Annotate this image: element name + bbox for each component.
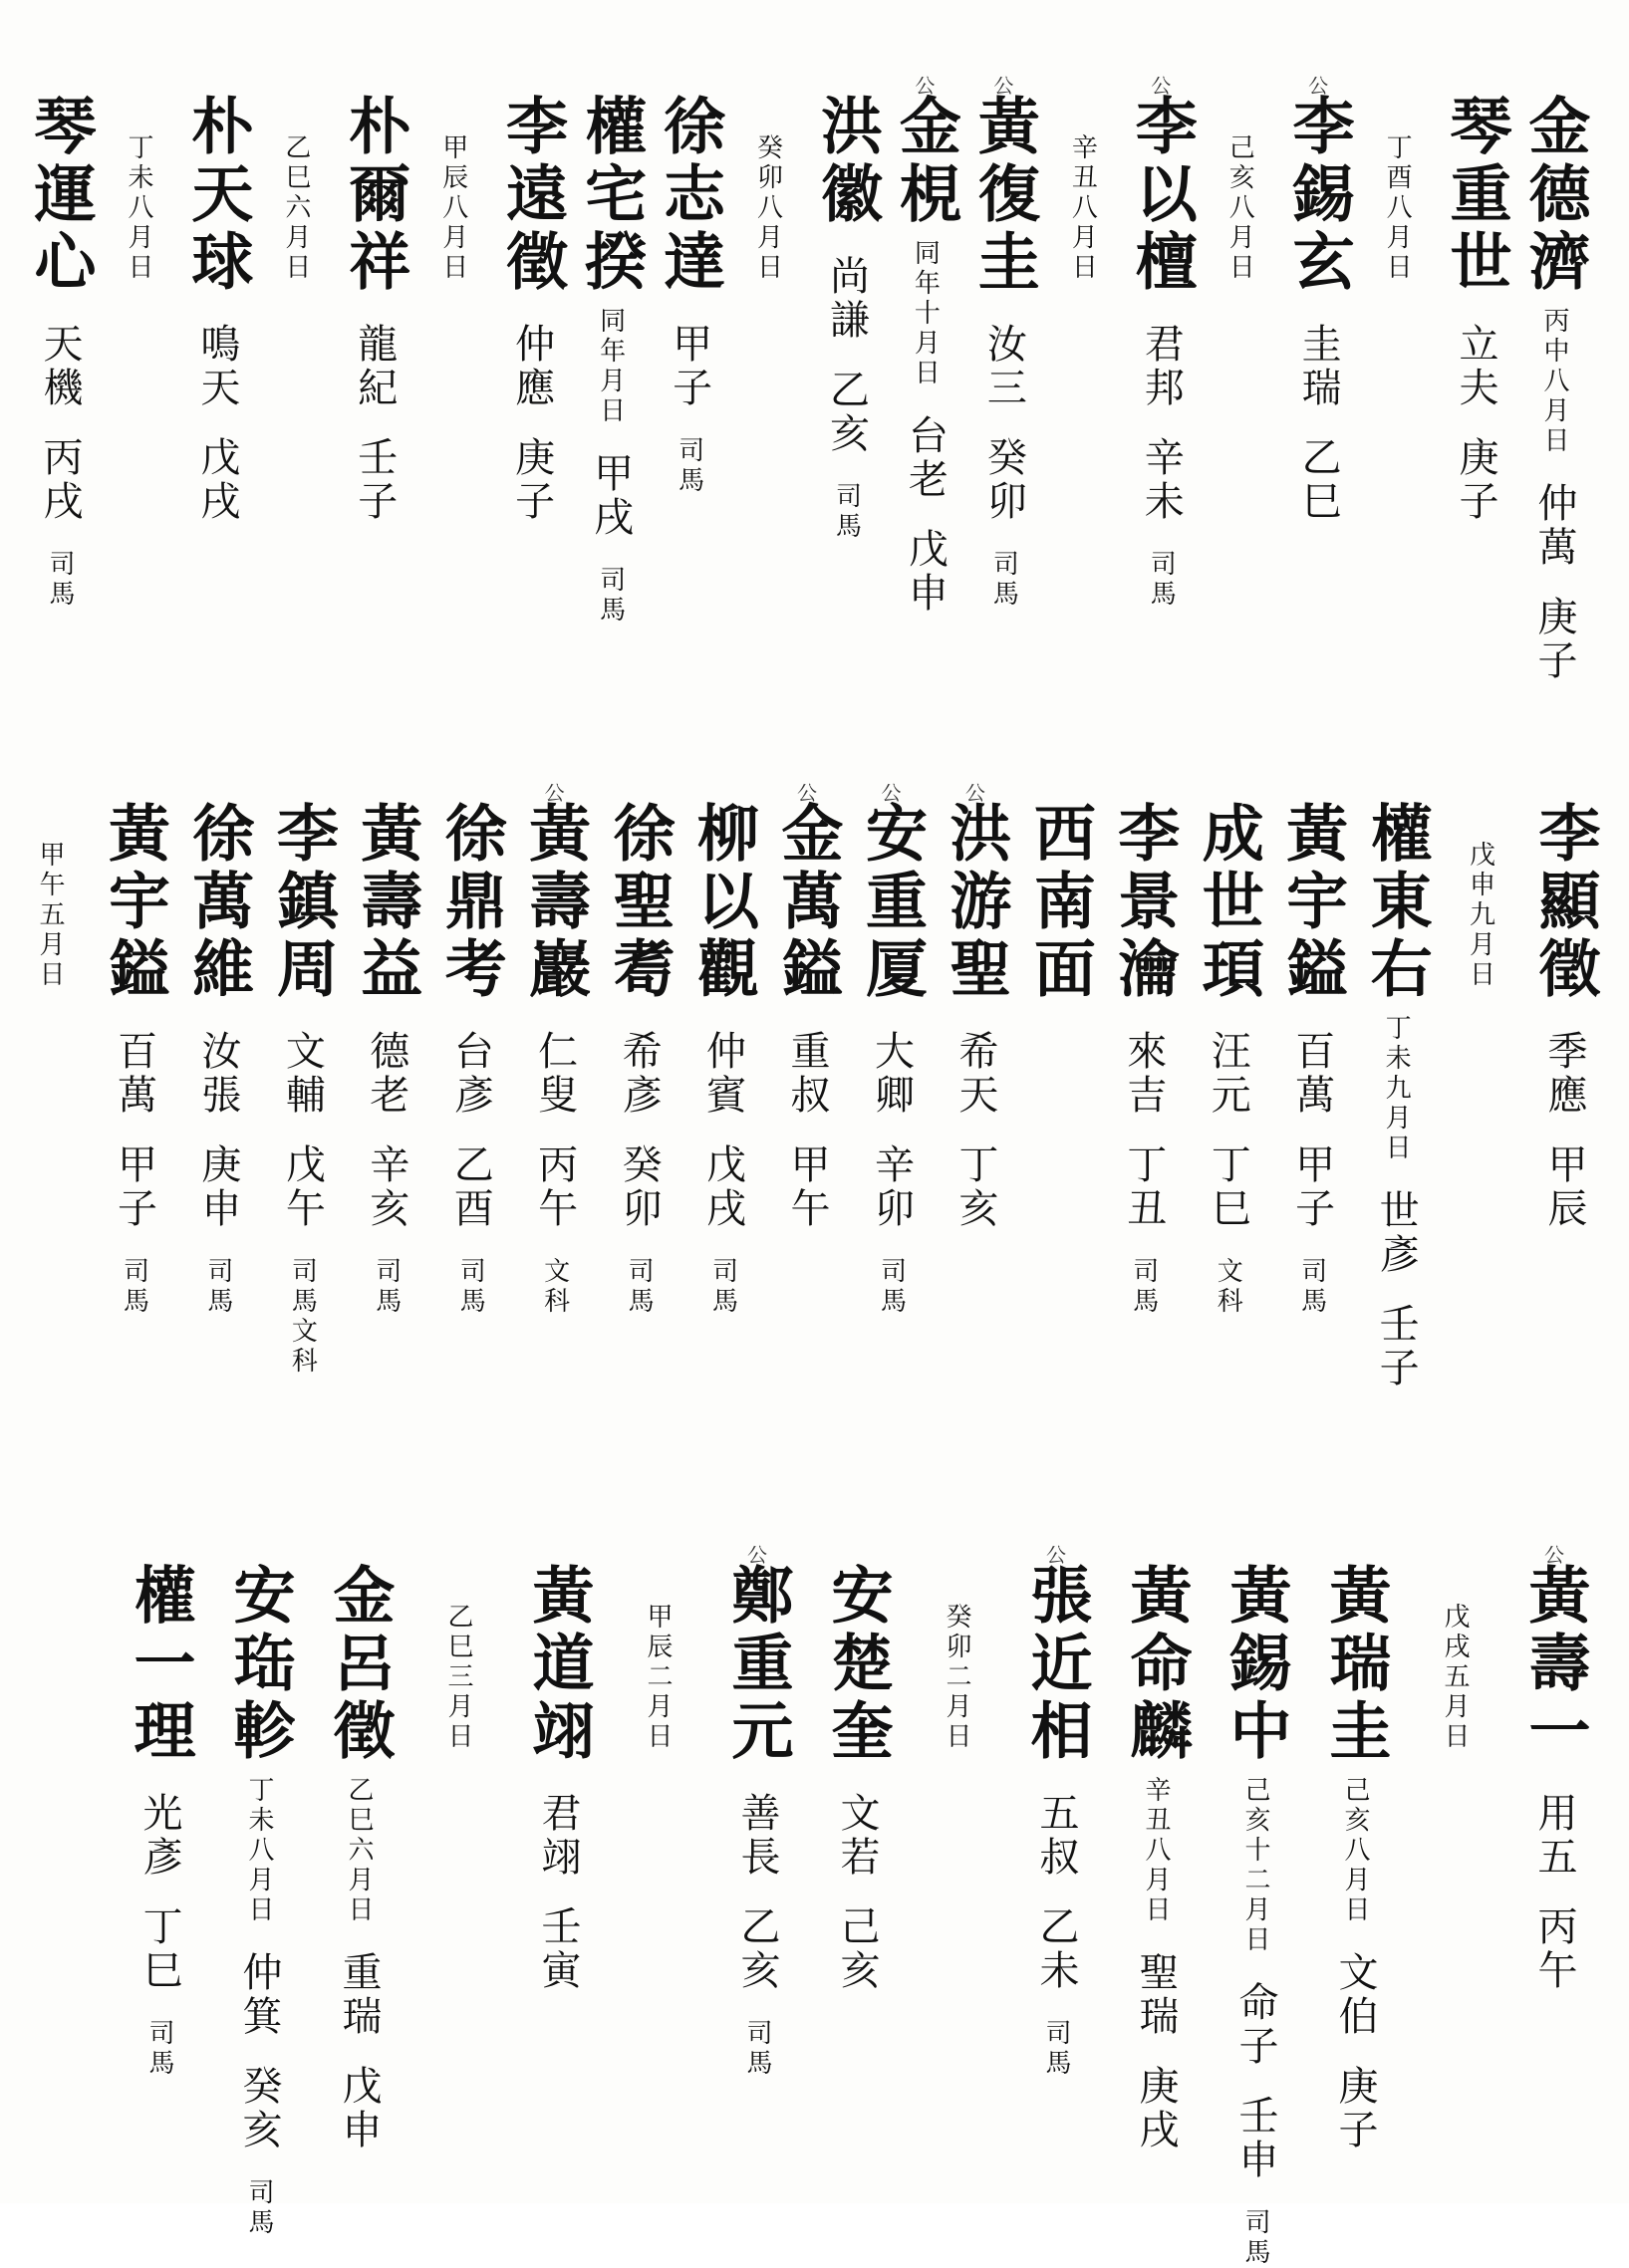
birth-year: 庚子: [1453, 436, 1499, 524]
register-column: [183, 777, 253, 1317]
courtesy-name: 天機: [37, 323, 83, 410]
courtesy-name: 君翊: [535, 1792, 581, 1880]
register-column: [423, 1539, 493, 1752]
exam-tag: 司馬文科: [287, 1257, 318, 1377]
exam-tag: 司馬: [119, 1257, 149, 1317]
exam-tag: 司馬: [988, 550, 1019, 610]
register-column: [733, 70, 803, 283]
official-mark: 公: [544, 781, 565, 805]
birth-year: 壬子: [1373, 1303, 1420, 1390]
exam-tag: 司馬: [624, 1257, 655, 1317]
person-name: 金萬鎰: [771, 801, 844, 1004]
courtesy-name: 重叔: [784, 1030, 830, 1118]
person-name: 洪游聖: [939, 801, 1012, 1004]
person-name: 黃瑞圭: [1319, 1563, 1392, 1766]
birth-year: 丙午: [531, 1143, 578, 1231]
birth-year: 戊戌: [193, 436, 240, 524]
date-note: 己亥八月日: [1224, 133, 1255, 283]
exam-tag: 司馬: [244, 2178, 274, 2238]
register-column: [1519, 70, 1589, 683]
birth-year: 庚子: [1332, 2065, 1378, 2152]
official-mark: 公: [1046, 1543, 1066, 1567]
person-name: 鄭重元: [721, 1563, 794, 1766]
courtesy-name: 龍紀: [351, 323, 398, 410]
date-note: 丙中八月日: [1539, 307, 1569, 456]
birth-year: 甲辰: [1541, 1143, 1587, 1231]
person-name: 李遠徵: [495, 94, 569, 297]
register-column: [1021, 1539, 1091, 2079]
register-column: [1440, 70, 1513, 524]
courtesy-name: 汝三: [980, 323, 1027, 410]
person-name: 黃復圭: [967, 94, 1041, 297]
register-column: [324, 1539, 394, 2152]
courtesy-name: 善長: [734, 1792, 780, 1880]
birth-year: 乙酉: [447, 1143, 494, 1231]
register-column: [576, 70, 646, 626]
birth-year: 戊戌: [699, 1143, 746, 1231]
date-note: 甲辰八月日: [437, 133, 468, 283]
courtesy-name: 命子: [1232, 1981, 1278, 2069]
official-mark: 公: [881, 781, 902, 805]
date-note: 己亥八月日: [1340, 1776, 1370, 1925]
register-column: [1320, 1539, 1390, 2152]
birth-year: 丁巳: [136, 1905, 182, 1993]
person-name: 張近相: [1020, 1563, 1093, 1766]
exam-tag: 司馬: [1041, 2019, 1071, 2079]
date-note: 乙巳六月日: [344, 1776, 374, 1925]
date-note: 甲辰二月日: [643, 1603, 673, 1752]
date-note: 辛丑八月日: [1067, 133, 1098, 283]
courtesy-name: 世彥: [1373, 1189, 1420, 1277]
official-mark: 公: [964, 781, 985, 805]
person-name: 洪徽: [810, 94, 884, 229]
courtesy-name: 希彥: [616, 1030, 663, 1118]
register-column: [1125, 70, 1199, 610]
birth-year: 庚子: [1531, 596, 1577, 683]
person-name: 黃壽益: [350, 801, 423, 1004]
official-mark: 公: [1151, 74, 1172, 98]
person-name: 朴天球: [180, 94, 254, 297]
register-column: [1362, 70, 1432, 283]
register-column: [772, 777, 842, 1231]
courtesy-name: 來吉: [1120, 1030, 1167, 1118]
person-name: 琴運心: [24, 94, 97, 297]
person-name: 柳以觀: [686, 801, 760, 1004]
register-column: [352, 777, 421, 1317]
exam-tag: 司馬: [674, 436, 704, 496]
register-column: [655, 70, 724, 496]
person-name: 安珤軫: [223, 1563, 296, 1766]
birth-year: 庚子: [508, 436, 555, 524]
exam-tag: 司馬: [876, 1257, 907, 1317]
date-note: 癸卯八月日: [752, 133, 783, 283]
date-note: 戊申九月日: [1465, 841, 1495, 990]
register-column: [922, 1539, 991, 1752]
register-column: [1420, 1539, 1490, 1752]
register-column: [1360, 777, 1434, 1390]
courtesy-name: 汝張: [194, 1030, 241, 1118]
courtesy-name: 文伯: [1332, 1951, 1378, 2039]
register-column: [1109, 777, 1179, 1317]
courtesy-name: 希天: [951, 1030, 998, 1118]
register-column: [182, 70, 252, 524]
exam-tag: 司馬: [831, 482, 862, 542]
date-note: 乙巳六月日: [280, 133, 311, 283]
register-column: [1282, 70, 1356, 524]
official-mark: 公: [993, 74, 1014, 98]
person-name: 徐志達: [653, 94, 726, 297]
register-column: [810, 70, 884, 542]
birth-year: 乙未: [1033, 1905, 1079, 1993]
person-name: 安楚奎: [821, 1563, 894, 1766]
register-column: [1047, 70, 1117, 283]
birth-year: 壬子: [351, 436, 398, 524]
register-column: [941, 777, 1010, 1231]
register-column: [722, 1539, 792, 2079]
person-name: 李鎮周: [266, 801, 340, 1004]
date-note: 辛丑八月日: [1141, 1776, 1171, 1925]
courtesy-name: 仲萬: [1531, 482, 1577, 570]
exam-tag: 司馬: [144, 2019, 174, 2079]
official-mark: 公: [1308, 74, 1329, 98]
birth-year: 丁丑: [1120, 1143, 1167, 1231]
exam-tag: 司馬: [707, 1257, 738, 1317]
person-name: 黃錫中: [1220, 1563, 1292, 1766]
person-name: 黃宇鎰: [1275, 801, 1349, 1004]
register-column: [224, 1539, 294, 2238]
birth-year: 戊申: [336, 2065, 382, 2152]
courtesy-name: 尚謙: [823, 255, 870, 343]
birth-year: 辛亥: [363, 1143, 409, 1231]
courtesy-name: 汪元: [1205, 1030, 1251, 1118]
birth-year: 甲子: [666, 323, 712, 410]
date-note: 癸卯二月日: [942, 1603, 971, 1752]
courtesy-name: 君邦: [1138, 323, 1185, 410]
person-name: 成世頊: [1192, 801, 1265, 1004]
register-column: [1221, 1539, 1290, 2268]
birth-year: 辛未: [1138, 436, 1185, 524]
official-mark: 公: [1544, 1543, 1564, 1567]
register-column: [1277, 777, 1347, 1317]
person-name: 安重厦: [855, 801, 929, 1004]
person-name: 李顯徵: [1528, 801, 1601, 1004]
register-column: [434, 777, 508, 1317]
courtesy-name: 季應: [1541, 1030, 1587, 1118]
register-column: [266, 777, 340, 1377]
birth-year: 壬寅: [535, 1905, 581, 1993]
birth-year: 乙亥: [734, 1905, 780, 1993]
birth-year: 庚戌: [1133, 2065, 1179, 2152]
official-mark: 公: [797, 781, 817, 805]
exam-tag: 司馬: [742, 2019, 772, 2079]
birth-year: 丁巳: [1205, 1143, 1251, 1231]
courtesy-name: 仲箕: [236, 1951, 282, 2039]
register-column: [520, 777, 590, 1317]
person-name: 金德濟: [1518, 94, 1591, 297]
register-column: [822, 1539, 892, 1993]
date-note: 丁酉八月日: [1382, 133, 1413, 283]
birth-year: 丁亥: [951, 1143, 998, 1231]
register-column: [603, 777, 677, 1317]
courtesy-name: 用五: [1531, 1792, 1577, 1880]
courtesy-name: 光彥: [136, 1792, 182, 1880]
person-name: 徐萬維: [181, 801, 255, 1004]
date-note: 己亥十二月日: [1240, 1776, 1270, 1955]
exam-tag: 司馬: [1296, 1257, 1327, 1317]
register-column: [125, 1539, 194, 2079]
register-column: [340, 70, 409, 524]
person-name: 金呂徵: [323, 1563, 396, 1766]
register-column: [418, 70, 488, 283]
exam-tag: 司馬: [202, 1257, 233, 1317]
birth-year: 甲午: [784, 1143, 830, 1231]
birth-year: 乙巳: [1295, 436, 1342, 524]
register-column: [261, 70, 331, 283]
courtesy-name: 德老: [363, 1030, 409, 1118]
section-bottom: [20, 1539, 1609, 2268]
person-name: 黃壽巖: [518, 801, 592, 1004]
birth-year: 丙午: [1531, 1905, 1577, 1993]
official-mark: 公: [915, 74, 936, 98]
birth-year: 甲戌: [587, 452, 634, 540]
person-name: 金梘: [889, 94, 962, 229]
person-name: 徐聖耈: [603, 801, 677, 1004]
register-column: [889, 70, 962, 616]
exam-tag: 司馬: [1146, 550, 1177, 610]
person-name: 李景瀹: [1107, 801, 1181, 1004]
birth-year: 甲子: [1288, 1143, 1335, 1231]
person-name: 權宅揆: [574, 94, 648, 297]
register-column: [497, 70, 567, 524]
person-name: 朴爾祥: [338, 94, 411, 297]
register-column: [523, 1539, 593, 1993]
person-name: 權一理: [124, 1563, 196, 1766]
person-name: 徐鼎考: [434, 801, 508, 1004]
courtesy-name: 仁叟: [531, 1030, 578, 1118]
exam-tag: 司馬: [1128, 1257, 1159, 1317]
courtesy-name: 文輔: [279, 1030, 326, 1118]
register-column: [1121, 1539, 1191, 2152]
register-column: [104, 70, 173, 283]
register-column: [1519, 1539, 1589, 1993]
register-column: [98, 777, 171, 1317]
register-column: [1205, 70, 1274, 283]
person-name: 西南面: [1023, 801, 1097, 1004]
register-column: [623, 1539, 692, 1752]
person-name: 李以檀: [1125, 94, 1199, 297]
birth-year: 癸卯: [616, 1143, 663, 1231]
birth-year: 癸卯: [980, 436, 1027, 524]
date-note: 丁未八月日: [244, 1776, 274, 1925]
person-name: 黃壽一: [1518, 1563, 1591, 1766]
register-column: [1023, 777, 1097, 1004]
register-column: [855, 777, 929, 1317]
courtesy-name: 台彥: [447, 1030, 494, 1118]
register-column: [967, 70, 1041, 610]
exam-tag: 司馬: [45, 550, 75, 610]
birth-year: 乙亥: [823, 369, 870, 456]
courtesy-name: 重瑞: [336, 1951, 382, 2039]
date-note: 甲午五月日: [35, 841, 65, 990]
section-middle: [20, 777, 1609, 1454]
birth-year: 丙戌: [37, 436, 83, 524]
birth-year: 辛卯: [868, 1143, 915, 1231]
register-column: [1192, 777, 1265, 1317]
register-column: [15, 777, 85, 990]
exam-tag: 文科: [539, 1257, 570, 1317]
birth-year: 壬申: [1232, 2095, 1278, 2182]
courtesy-name: 百萬: [111, 1030, 157, 1118]
birth-year: 癸亥: [236, 2065, 282, 2152]
person-name: 黃宇鎰: [98, 801, 171, 1004]
birth-year: 己亥: [834, 1905, 880, 1993]
exam-tag: 司馬: [595, 566, 626, 626]
courtesy-name: 聖瑞: [1133, 1951, 1179, 2039]
date-note: 同年月日: [595, 307, 626, 426]
exam-tag: 司馬: [371, 1257, 402, 1317]
courtesy-name: 百萬: [1288, 1030, 1335, 1118]
courtesy-name: 圭瑞: [1295, 323, 1342, 410]
courtesy-name: 文若: [834, 1792, 880, 1880]
person-name: 黃道翊: [522, 1563, 595, 1766]
exam-tag: 司馬: [1240, 2208, 1270, 2268]
courtesy-name: 立夫: [1453, 323, 1499, 410]
courtesy-name: 台老: [902, 414, 949, 502]
courtesy-name: 五叔: [1033, 1792, 1079, 1880]
courtesy-name: 仲賓: [699, 1030, 746, 1118]
courtesy-name: 鳴天: [193, 323, 240, 410]
birth-year: 庚申: [194, 1143, 241, 1231]
date-note: 丁未九月日: [1381, 1014, 1412, 1163]
person-name: 權東右: [1360, 801, 1434, 1004]
exam-tag: 司馬: [455, 1257, 486, 1317]
date-note: 丁未八月日: [123, 133, 153, 283]
register-column: [1529, 777, 1599, 1231]
date-note: 同年十月日: [910, 239, 941, 388]
register-column: [25, 70, 95, 610]
birth-year: 戊午: [279, 1143, 326, 1231]
person-name: 李錫玄: [1282, 94, 1356, 297]
register-column: [688, 777, 758, 1317]
birth-year: 甲子: [111, 1143, 157, 1231]
courtesy-name: 仲應: [508, 323, 555, 410]
date-note: 乙巳三月日: [443, 1603, 473, 1752]
register-column: [1446, 777, 1515, 990]
person-name: 琴重世: [1440, 94, 1513, 297]
section-top: [20, 70, 1609, 707]
birth-year: 戊申: [902, 528, 949, 616]
date-note: 戊戌五月日: [1440, 1603, 1470, 1752]
person-name: 黃命麟: [1120, 1563, 1193, 1766]
exam-tag: 文科: [1213, 1257, 1243, 1317]
official-mark: 公: [747, 1543, 767, 1567]
courtesy-name: 大卿: [868, 1030, 915, 1118]
